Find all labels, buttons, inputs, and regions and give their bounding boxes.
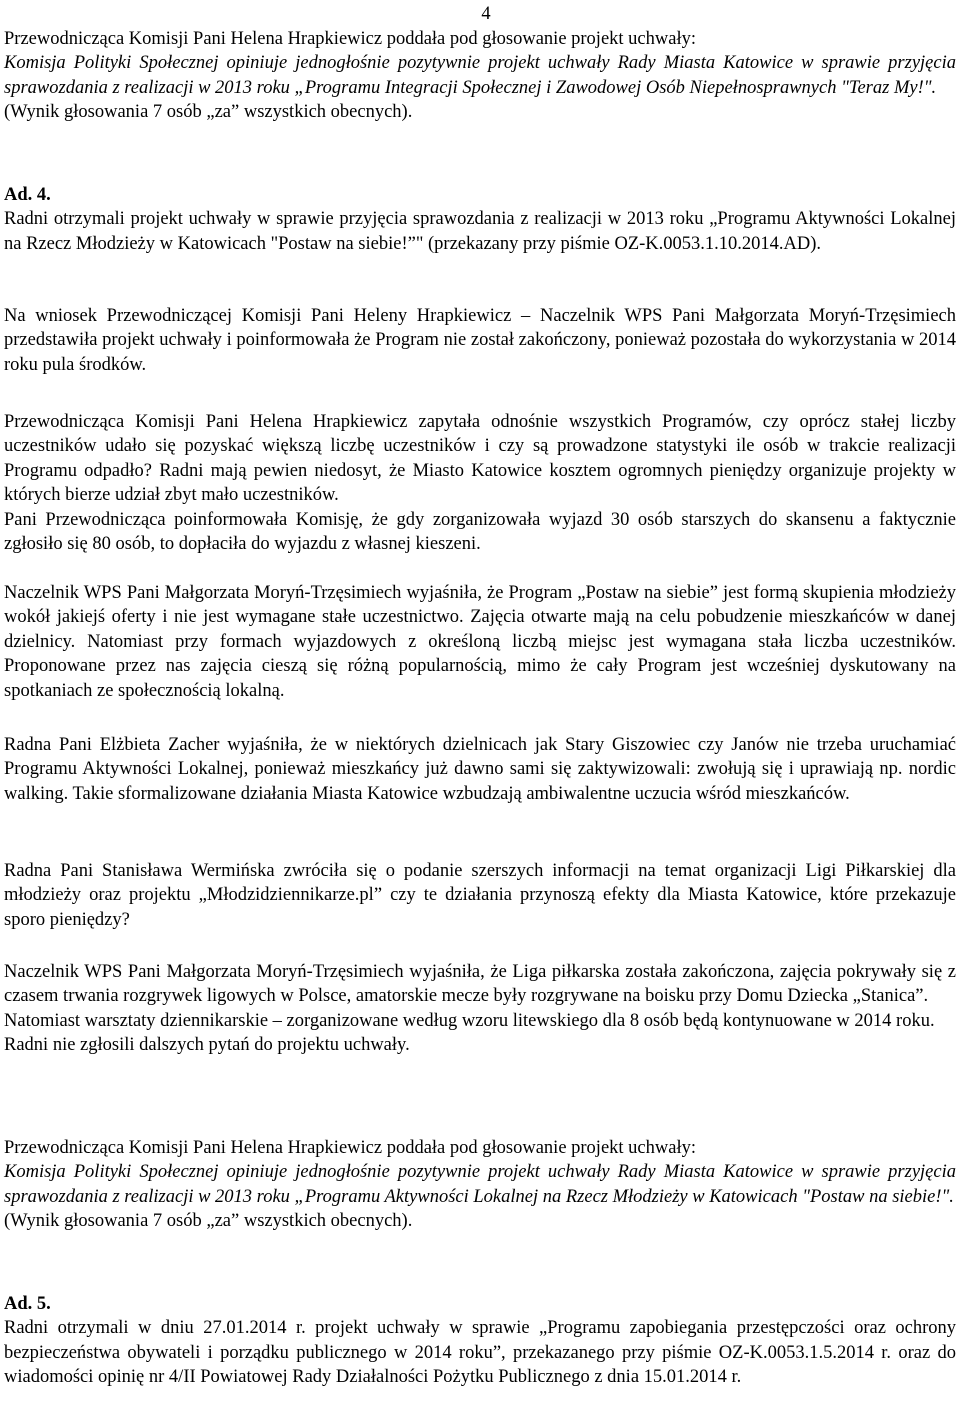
agenda-item-4 (4, 183, 956, 256)
vote-result: (Wynik głosowania 7 osób „za” wszystkich obecnych). (4, 102, 413, 123)
paragraph-6 (4, 960, 956, 1058)
agenda-heading: Ad. 4. (4, 185, 51, 205)
agenda-heading: Ad. 5. (4, 1294, 51, 1314)
agenda-text: Radni otrzymali projekt uchwały w sprawie przyjęcia sprawozdania z realizacji w 2013 roku „Programu Aktywności Lokalnej na Rzecz Młodzieży w Katowicach "Postaw na siebie!”" (przekazany przy piśmie OZ-K.0053.1.10.2014.AD). (4, 209, 956, 254)
paragraph-text: Naczelnik WPS Pani Małgorzata Moryń-Trzęsimiech wyjaśniła, że Program „Postaw na siebie” jest formą skupienia młodzieży wokół jakiejś oferty i nie jest wymagane stałe uczestnictwo. Zajęcia otwarte mają na celu pobudzenie mieszkańców w danej dzielnicy. Natomiast przy formach wyjazdowych z określoną liczbą miejsc jest wymagana stała liczba uczestników. Proponowane przez nas zajęcia cieszą się różną popularnością, mimo że cały Program jest wcześniej dyskutowany na spotkaniach ze społecznością lokalną. (4, 583, 956, 701)
paragraph-text: Radna Pani Stanisława Wermińska zwróciła się o podanie szerszych informacji na temat organizacji Ligi Piłkarskiej dla młodzieży oraz projektu „Młodzidziennikarze.pl” czy te działania przynoszą efekty dla Miasta Katowice, które przekazuje sporo pieniędzy? (4, 861, 956, 930)
vote-block-2 (4, 1136, 956, 1234)
paragraph-text: Naczelnik WPS Pani Małgorzata Moryń-Trzęsimiech wyjaśniła, że Liga piłkarska została zakończona, zajęcia pokrywały się z czasem trwania rozgrywek ligowych w Polsce, amatorskie mecze były rozgrywane na boisku przy Domu Dziecka „Stanica”. (4, 962, 956, 1007)
commission-opinion: Komisja Polityki Społecznej opiniuje jednogłośnie pozytywnie projekt uchwały Rady Miasta Katowice w sprawie przyjęcia sprawozdania z realizacji w 2013 roku „Programu Integracji Społecznej i Zawodowej Osób Niepełnosprawnych "Teraz My!". (4, 53, 956, 98)
paragraph-text: Radna Pani Elżbieta Zacher wyjaśniła, że w niektórych dzielnicach jak Stary Giszowiec czy Janów nie trzeba uruchamiać Programu Aktywności Lokalnej, ponieważ mieszkańcy już dawno sami się zaktywizowali: zwołują się i uprawiają np. nordic walking. Takie sformalizowane działania Miasta Katowice wzbudzają ambiwalentne uczucia wśród mieszkańców. (4, 735, 956, 804)
paragraph-text: Radni nie zgłosili dalszych pytań do projektu uchwały. (4, 1035, 410, 1056)
vote-block-1 (4, 27, 956, 125)
paragraph-2 (4, 410, 956, 556)
paragraph-text: Na wniosek Przewodniczącej Komisji Pani Heleny Hrapkiewicz – Naczelnik WPS Pani Małgorzata Moryń-Trzęsimiech przedstawiła projekt uchwały i poinformowała że Program nie został zakończony, ponieważ pozostała do wykorzystania w 2014 roku pula środków. (4, 306, 956, 375)
paragraph-1 (4, 304, 956, 377)
paragraph-5 (4, 859, 956, 932)
commission-opinion: Komisja Polityki Społecznej opiniuje jednogłośnie pozytywnie projekt uchwały Rady Miasta Katowice w sprawie przyjęcia sprawozdania z realizacji w 2013 roku „Programu Aktywności Lokalnej na Rzecz Młodzieży w Katowicach "Postaw na siebie!". (4, 1162, 956, 1207)
agenda-text: Radni otrzymali w dniu 27.01.2014 r. projekt uchwały w sprawie „Programu zapobiegania przestępczości oraz ochrony bezpieczeństwa obywateli i porządku publicznego w 2014 roku”, przekazanego przy piśmie OZ-K.0053.1.5.2014 r. oraz do wiadomości opinię nr 4/II Powiatowej Rady Działalności Pożytku Publicznego z dnia 15.01.2014 r. (4, 1318, 956, 1388)
paragraph-text: Pani Przewodnicząca poinformowała Komisję, że gdy zorganizowała wyjazd 30 osób starszych do skansenu a faktycznie zgłosiło się 80 osób, to dopłaciła do wyjazdu z własnej kieszeni. (4, 509, 956, 555)
paragraph-3 (4, 581, 956, 703)
agenda-item-5 (4, 1292, 956, 1390)
paragraph-4 (4, 733, 956, 806)
page-number: 4 (481, 4, 491, 24)
vote-intro: Przewodnicząca Komisji Pani Helena Hrapkiewicz poddała pod głosowanie projekt uchwały: (4, 29, 696, 49)
vote-intro: Przewodnicząca Komisji Pani Helena Hrapkiewicz poddała pod głosowanie projekt uchwały: (4, 1138, 696, 1158)
paragraph-text: Natomiast warsztaty dziennikarskie – zorganizowane według wzoru litewskiego dla 8 osób będą kontynuowane w 2014 roku. (4, 1010, 935, 1031)
vote-result: (Wynik głosowania 7 osób „za” wszystkich obecnych). (4, 1211, 413, 1232)
paragraph-text: Przewodnicząca Komisji Pani Helena Hrapkiewicz zapytała odnośnie wszystkich Programów, czy oprócz stałej liczby uczestników udało się pozyskać większą liczbę uczestników i czy są prowadzone statystyki ile osób w trakcie realizacji Programu odpadło? Radni mają pewien niedosyt, że Miasto Katowice kosztem ogromnych pieniędzy organizuje projekty w których bierze udział zbyt mało uczestników. (4, 412, 956, 506)
